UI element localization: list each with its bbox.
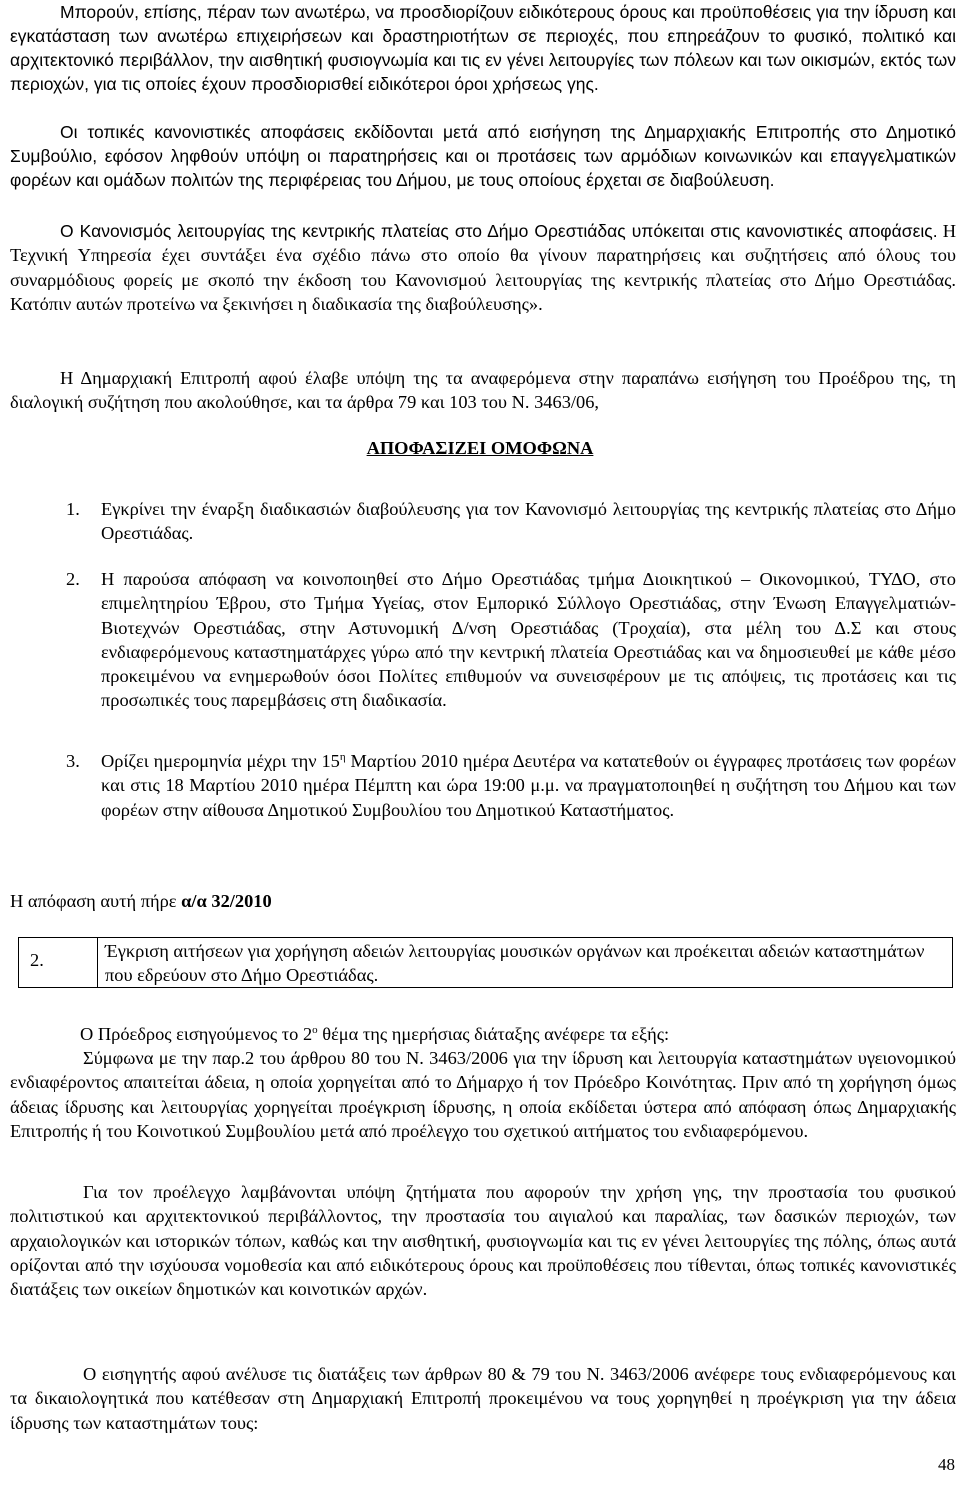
- list-item-text-after: Μαρτίου 2010 ημέρα Δευτέρα να κατατεθούν οι έγγραφες προτάσεις των φορέων και στις 18 Μαρτίου 2010 ημέρα Πέμπτη και ώρα 19:00 μ.μ. να πραγματοποιηθεί η συζήτηση του Δήμου και των φορέων στην αίθουσα Δημοτικού Συμβουλίου του Δημοτικού Καταστήματος.: [101, 751, 956, 820]
- decision-line: [10, 889, 272, 913]
- list-item: [10, 567, 956, 713]
- list-item: [10, 497, 956, 546]
- list-item-number: 2.: [66, 569, 80, 589]
- paragraph-second-4: Ο εισηγητής αφού ανέλυσε τις διατάξεις των άρθρων 80 & 79 του Ν. 3463/2006 ανέφερε τους ενδιαφερόμενους και τα δικαιολογητικά που κατέθεσαν στη Δημαρχιακή Επιτροπή προκειμένου να τους χορηγηθεί η προέγκριση για την άδεια ίδρυσης των καταστημάτων τους:: [10, 1364, 956, 1433]
- agenda-item-divider: [97, 938, 98, 987]
- paragraph-second-1-before: Ο Πρόεδρος εισηγούμενος το 2: [80, 1024, 313, 1044]
- list-item: [10, 749, 956, 822]
- list-item-text: [101, 749, 956, 822]
- paragraph-intro-3: [10, 219, 956, 316]
- paragraph-intro-1: Μπορούν, επίσης, πέραν των ανωτέρω, να προσδιορίζουν ειδικότερους όρους και προϋποθέσεις για την ίδρυση και εγκατάσταση των ανωτέρω επιχειρήσεων και δραστηριοτήτων σε περιοχές, που επηρεάζουν το φυσικό, πολιτικό και αρχιτεκτονικό περιβάλλον, την αισθητική φυσιογνωμία και τις εν γένει λειτουργίες των πόλεων και των οικισμών, εκτός των περιοχών, για τις οποίες έχουν προσδιορισθεί ειδικότεροι όροι χρήσεως γης.: [10, 2, 956, 94]
- agenda-item-text: Έγκριση αιτήσεων για χορήγηση αδειών λειτουργίας μουσικών οργάνων και προέκειται αδειών καταστημάτων που εδρεύουν στο Δήμο Ορεστιάδας.: [105, 941, 925, 986]
- paragraph-second-1: [10, 1022, 956, 1046]
- decision-label: Η απόφαση αυτή πήρε: [10, 891, 177, 911]
- agenda-item-box: [18, 937, 953, 988]
- list-item-number: 1.: [66, 499, 80, 519]
- list-item-text: Η παρούσα απόφαση να κοινοποιηθεί στο Δήμο Ορεστιάδας τμήμα Διοικητικού – Οικονομικού, ΤΥΔΟ, στο επιμελητηρίου Έβρου, στο Τμήμα Υγείας, στον Εμπορικό Σύλλογο Ορεστιάδας, στην Ένωση Επαγγελματιών- Βιοτεχνών Ορεστιάδας, στην Αστυνομική Δ/νση Ορεστιάδας (Τροχαία), στα μέλη του Δ.Σ και στους ενδιαφερόμενους καταστηματάρχες γύρω από την κεντρική πλατεία Ορεστιάδας και να δημοσιευθεί με κάθε μέσο προκειμένου να ενημερωθούν όσοι Πολίτες επιθυμούν να συνεισφέρουν με τις απόψεις, τις προτάσεις και τις προσωπικές τους παρεμβάσεις στη διαδικασία.: [101, 569, 956, 711]
- paragraph-second-1-superscript: ο: [312, 1024, 318, 1036]
- paragraph-intro-3-sans: Ο Κανονισμός λειτουργίας της κεντρικής πλατείας στο Δήμο Ορεστιάδας υπόκειται στις κανονιστικές αποφάσεις.: [60, 221, 938, 241]
- list-item-superscript: η: [339, 751, 346, 763]
- paragraph-second-2: Σύμφωνα με την παρ.2 του άρθρου 80 του Ν. 3463/2006 για την ίδρυση και λειτουργία καταστημάτων υγειονομικού ενδιαφέροντος απαιτείται άδεια, η οποία χορηγείται από το Δήμαρχο ή τον Πρόεδρο Κοινότητας. Πριν από τη χορήγηση όμως άδειας ίδρυσης και λειτουργίας χορηγείται προέγκριση ίδρυσης, η οποία εκδίδεται ύστερα από απόφαση όπως Δημαρχιακής Επιτροπής ή του Κοινοτικού Συμβουλίου μετά από προέλεγχο του σχετικού αιτήματος του ενδιαφερόμενου.: [10, 1048, 956, 1141]
- list-item-number: 3.: [66, 751, 80, 771]
- paragraph-intro-3-serif: Η Τεχνική Υπηρεσία έχει συντάξει ένα σχέδιο πάνω στο οποίο θα γίνουν παρατηρήσεις και συζητήσεις από όλους του συναρμόδιους φορείς με σκοπό την έκδοση του Κανονισμού λειτουργίας της κεντρικής πλατείας στο Δήμο Ορεστιάδας. Κατόπιν αυτών προτείνω να ξεκινήσει η διαδικασία της διαβούλευσης».: [10, 221, 956, 314]
- decision-heading: ΑΠΟΦΑΣΙΖΕΙ ΟΜΟΦΩΝΑ: [366, 438, 594, 458]
- paragraph-second-1-after: θέμα της ημερήσιας διάταξης ανέφερε τα εξής:: [317, 1024, 670, 1044]
- paragraph-intro-2: Οι τοπικές κανονιστικές αποφάσεις εκδίδονται μετά από εισήγηση της Δημαρχιακής Επιτροπής στο Δημοτικό Συμβούλιο, εφόσον ληφθούν υπόψη οι παρατηρήσεις και οι προτάσεις των αρμόδιων κοινωνικών και επαγγελματικών φορέων και ομάδων πολιτών της περιφέρειας του Δήμου, με τους οποίους έρχεται σε διαβούλευση.: [10, 122, 956, 190]
- paragraph-intro-4: Η Δημαρχιακή Επιτροπή αφού έλαβε υπόψη της τα αναφερόμενα στην παραπάνω εισήγηση του Προέδρου της, τη διαλογική συζήτηση που ακολούθησε, και τα άρθρα 79 και 103 του Ν. 3463/06,: [10, 368, 956, 413]
- list-item-text-before: Ορίζει ημερομηνία μέχρι την 15: [101, 751, 340, 771]
- agenda-item-number: 2.: [30, 950, 44, 970]
- decision-number: α/α 32/2010: [181, 891, 272, 911]
- page-number: 48: [938, 1455, 955, 1474]
- paragraph-second-3: Για τον προέλεγχο λαμβάνονται υπόψη ζητήματα που αφορούν την χρήση γης, την προστασία του φυσικού πολιτιστικού και αρχιτεκτονικού περιβάλλοντος, την προστασία του αιγιαλού και παραλίας, των δασικών περιοχών, των αρχαιολογικών και ιστορικών τόπων, καθώς και την αισθητική, φυσιογνωμία και τις εν γένει λειτουργίες της πόλης, όπως αυτά ορίζονται από την ισχύουσα νομοθεσία και από ειδικότερους όρους και προϋποθέσεις που τίθενται, όπως τοπικές κανονιστικές διατάξεις των οικείων δημοτικών και κοινοτικών αρχών.: [10, 1182, 956, 1300]
- list-item-text: Εγκρίνει την έναρξη διαδικασιών διαβούλευσης για τον Κανονισμό λειτουργίας της κεντρικής πλατείας στο Δήμο Ορεστιάδας.: [101, 499, 956, 544]
